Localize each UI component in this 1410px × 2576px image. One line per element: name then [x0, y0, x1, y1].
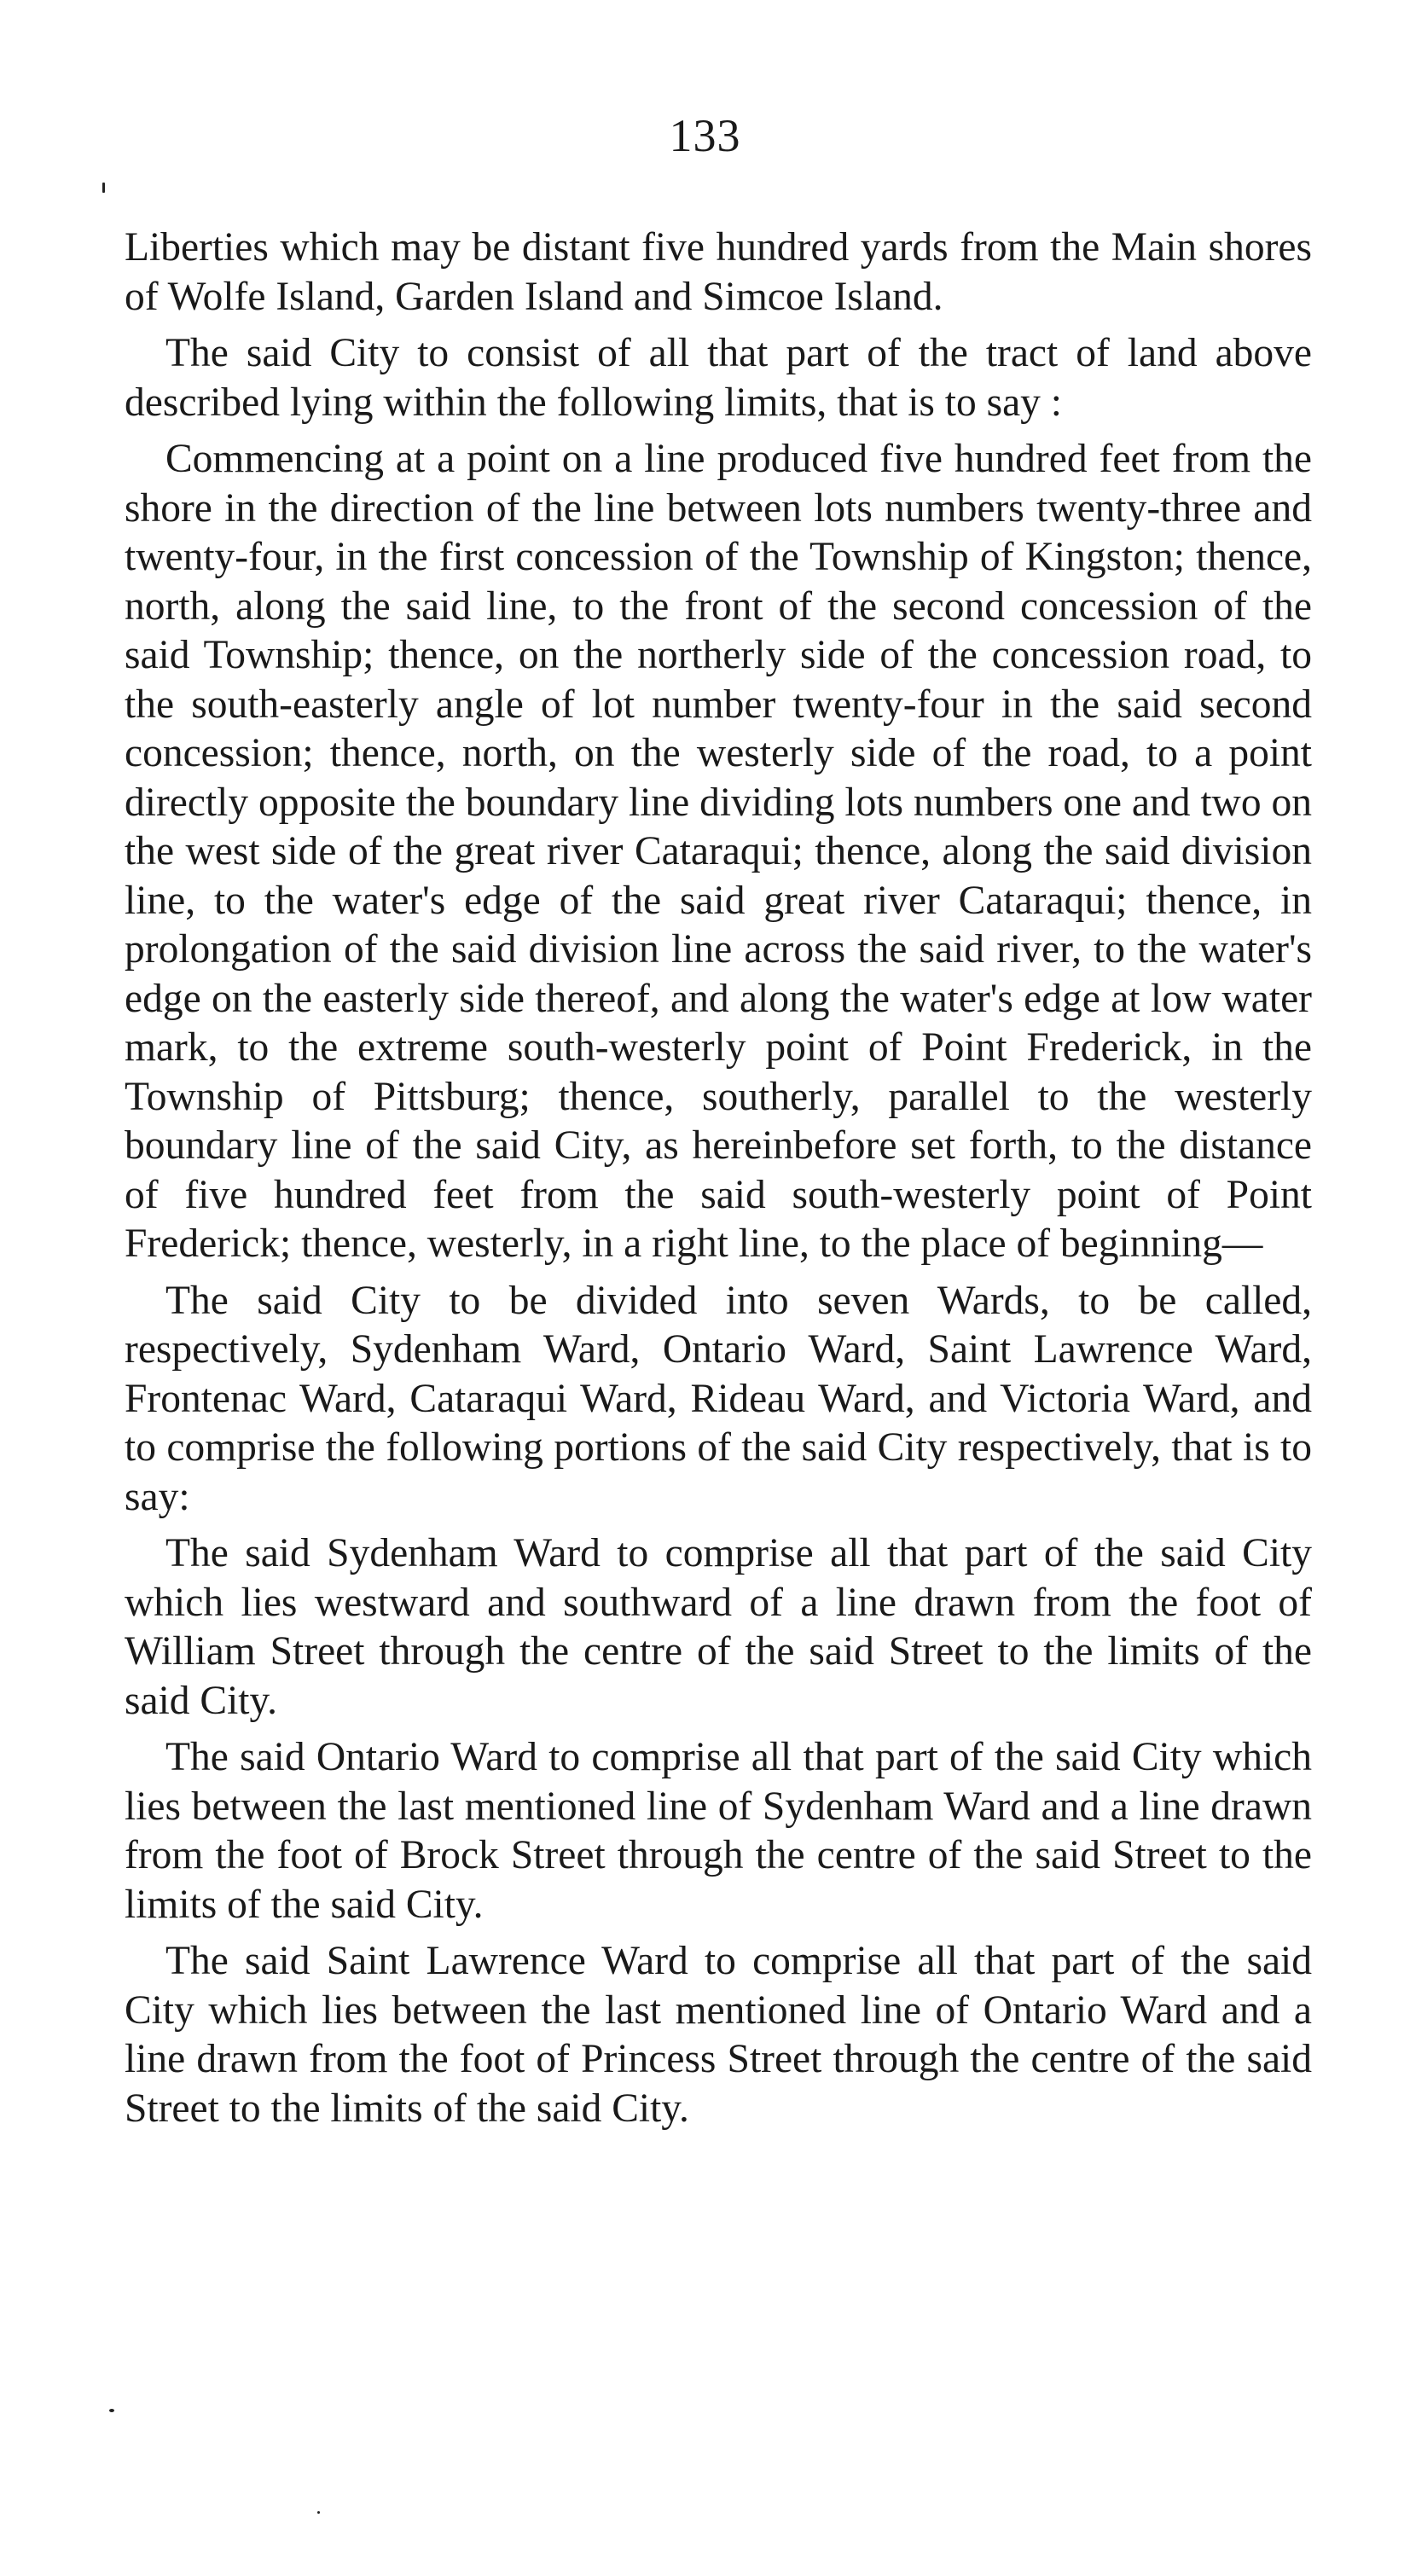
paragraph-liberties: Liberties which may be distant five hundred yards from the Main shores of Wolfe Island, Garden Island and Simcoe Island.	[125, 225, 1312, 319]
paragraph-saint-lawrence-ward: The said Saint Lawrence Ward to comprise all that part of the said City which lies between the last mentioned line of Ontario Ward and a line drawn from the foot of Princess Street through the centre of the said Street to the limits of the said City.	[125, 1939, 1312, 2131]
paragraph-city-extent: The said City to consist of all that part of the tract of land above described lying within the following limits, that is to say :	[125, 331, 1312, 425]
paragraph-ontario-ward: The said Ontario Ward to comprise all that part of the said City which lies between the last mentioned line of Sydenham Ward and a line drawn from the foot of Brock Street through the centre of the said Street to the limits of the said City.	[125, 1735, 1312, 1927]
print-speck	[102, 183, 105, 193]
paragraph-wards-division: The said City to be divided into seven Wards, to be called, respectively, Sydenham Ward, Ontario Ward, Saint Lawrence Ward, Frontenac Ward, Cataraqui Ward, Rideau Ward, and Victoria Ward, and to comprise the following portions of the said City respectively, that is to say:	[125, 1278, 1312, 1519]
paragraph-boundary-description: Commencing at a point on a line produced five hundred feet from the shore in the direction of the line between lots numbers twenty-three and twenty-four, in the first concession of the Township of Kingston; thence, north, along the said line, to the front of the second concession of the said Township; thence, on the northerly side of the concession road, to the south-easterly angle of lot number twenty-four in the said second concession; thence, north, on the westerly side of the road, to a point directly opposite the boundary line dividing lots numbers one and two on the west side of the great river Cataraqui; thence, along the said division line, to the water's edge of the said great river Cataraqui; thence, in prolongation of the said division line across the said river, to the water's edge on the easterly side thereof, and along the water's edge at low water mark, to the extreme south-westerly point of Point Frederick, in the Township of Pittsburg; thence, southerly, parallel to the westerly boundary line of the said City, as hereinbefore set forth, to the distance of five hundred feet from the said south-westerly point of Point Frederick; thence, westerly, in a right line, to the place of beginning—	[125, 437, 1312, 1266]
paragraph-sydenham-ward: The said Sydenham Ward to comprise all that part of the said City which lies westward and southward of a line drawn from the foot of William Street through the centre of the said Street to the limits of the said City.	[125, 1531, 1312, 1723]
body-text	[125, 223, 1312, 2141]
print-speck	[109, 2409, 114, 2412]
page-number: 133	[669, 110, 741, 161]
print-speck	[317, 2511, 320, 2514]
